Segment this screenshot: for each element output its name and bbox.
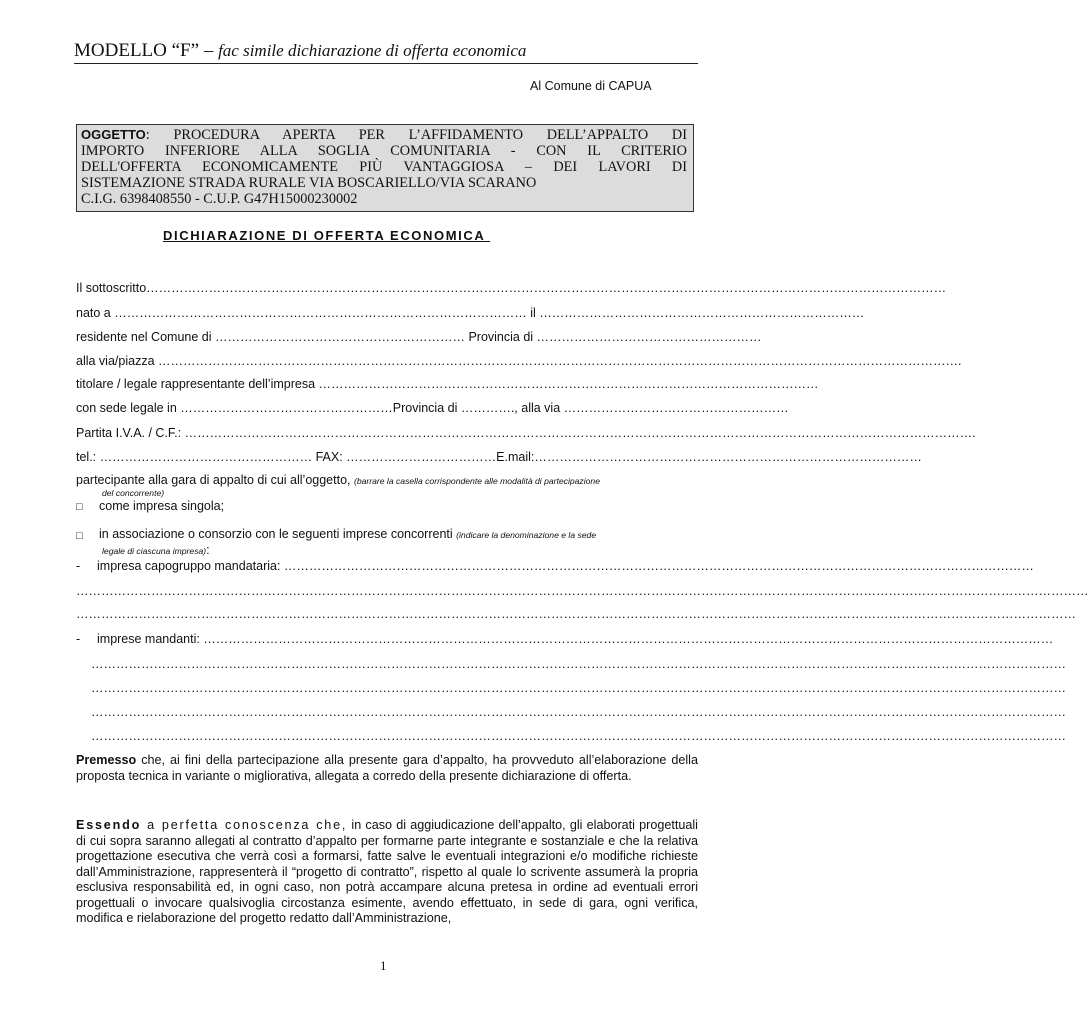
oggetto-line-2: IMPORTO INFERIORE ALLA SOGLIA COMUNITARIA - CON IL CRITERIO [81,143,687,159]
field-tel[interactable]: tel.: …………………………………………… FAX: ………………………………E.mail:………………………………………………………………………………… [76,450,922,464]
mandanti-dash: - [76,632,81,646]
field-mandanti-line-1[interactable]: ……………………………………………………………………………………………………………………………………………………………………………………………………………… [91,657,1066,671]
option-association-text: in associazione o consorzio con le seguenti imprese concorrenti [99,527,457,541]
field-sede[interactable]: con sede legale in ……………………………………………Provincia di …………., alla via ……………………………………………… [76,401,789,415]
header-dash: – [199,40,219,61]
partecipante-note: (barrare la casella corrispondente alle modalità di partecipazione [353,476,600,486]
field-via[interactable]: alla via/piazza …………………………………………………………………………………………………………………………………………………………………………. [76,354,962,368]
premesso-bold: Premesso [76,753,137,767]
oggetto-box [76,124,694,212]
option-association [99,527,698,541]
premesso-text: che, ai fini della partecipazione alla presente gara d’appalto, ha provveduto all’elaborazione della proposta tecnica in variante o migliorativa, allegata a corredo della presente dichiarazione di offerta. [76,753,698,783]
field-capogruppo-line-1[interactable]: ……………………………………………………………………………………………………………………………………………………………………………………………………………………… [76,584,1089,598]
capogruppo-dash: - [76,559,81,573]
field-capogruppo-line-2[interactable]: …………………………………………………………………………………………………………………………………………………………………………………………………………………… [76,607,1076,621]
field-residente[interactable]: residente nel Comune di …………………………………………………… Provincia di ……………………………………………… [76,330,762,344]
oggetto-line-3: DELL'OFFERTA ECONOMICAMENTE PIÙ VANTAGGIOSA – DEI LAVORI DI [81,159,687,175]
option-single: come impresa singola; [99,499,225,513]
oggetto-line-5: C.I.G. 6398408550 - C.U.P. G47H15000230002 [81,191,358,207]
option-association-note-2: legale di ciascuna impresa) [102,546,207,556]
document-title: DICHIARAZIONE DI OFFERTA ECONOMICA [163,228,491,243]
partecipante-text: partecipante alla gara di appalto di cui all’oggetto, [76,473,354,487]
option-association-note: (indicare la denominazione e la sede [456,530,597,540]
field-piva[interactable]: Partita I.V.A. / C.F.: ………………………………………………………………………………………………………………………………………………………………………. [76,426,976,440]
option-association-note-2-line [102,543,402,557]
checkbox-single[interactable]: □ [76,501,83,513]
essendo-bold: Essendo [76,818,142,832]
paragraph-essendo [76,818,698,927]
recipient: Al Comune di CAPUA [530,79,652,93]
paragraph-premesso [76,753,698,784]
field-mandanti-line-2[interactable]: ……………………………………………………………………………………………………………………………………………………………………………………………………………… [91,681,1066,695]
partecipante-line [76,473,698,487]
field-titolare[interactable]: titolare / legale rappresentante dell’impresa ………………………………………………………………………………………………………… [76,377,819,391]
field-nato[interactable]: nato a ……………………………………………………………………………………… il …………………………………………………………………… [76,306,865,320]
option-association-colon: : [206,543,210,557]
partecipante-note-2: del concorrente) [102,488,165,498]
field-mandanti-line-4[interactable]: ……………………………………………………………………………………………………………………………………………………………………………………………………………… [91,729,1066,743]
model-label: MODELLO “F” [74,40,200,61]
checkbox-association[interactable]: □ [76,530,83,542]
page-number: 1 [380,958,387,973]
oggetto-line-4: SISTEMAZIONE STRADA RURALE VIA BOSCARIELLO/VIA SCARANO [81,175,537,191]
oggetto-label: OGGETTO [81,127,146,142]
essendo-text: in caso di aggiudicazione dell’appalto, gli elaborati progettuali di cui sopra saranno allegati al contratto d’appalto per formarne parte integrante e sostanziale e che la relativa progettazione esecutiva che verrà così a formarsi, fatte salve le eventuali integrazioni e/o modifiche richieste dall’Amministrazione, rappresenterà il “progetto di contratto”, rispetto al quale lo scrivente assumerà la propria esclusiva responsabilità ed, in ogni caso, non potrà accampare alcuna pretesa in ordine ad eventuali errori progettuali o invocare qualsivoglia circostanza esimente, avendo effettuato, in sede di gara, ogni verifica, modifica e rielaborazione del progetto redatto dall’Amministrazione, [76,818,698,925]
field-mandanti[interactable]: imprese mandanti: …………………………………………………………………………………………………………………………………………………………………………………… [97,632,1054,646]
header-subtitle: fac simile dichiarazione di offerta economica [218,41,527,60]
field-capogruppo[interactable]: impresa capogruppo mandataria: ……………………………………………………………………………………………………………………………………………………………… [97,559,1034,573]
oggetto-text-1: : PROCEDURA APERTA PER L’AFFIDAMENTO DELL’APPALTO DI [145,127,687,143]
document-header [74,40,698,64]
essendo-spaced: a perfetta conoscenza che, [141,818,348,832]
field-sottoscritto[interactable]: Il sottoscritto………………………………………………………………………………………………………………………………………………………………………… [76,281,947,295]
oggetto-line-1 [81,127,687,143]
field-mandanti-line-3[interactable]: ……………………………………………………………………………………………………………………………………………………………………………………………………………… [91,705,1066,719]
